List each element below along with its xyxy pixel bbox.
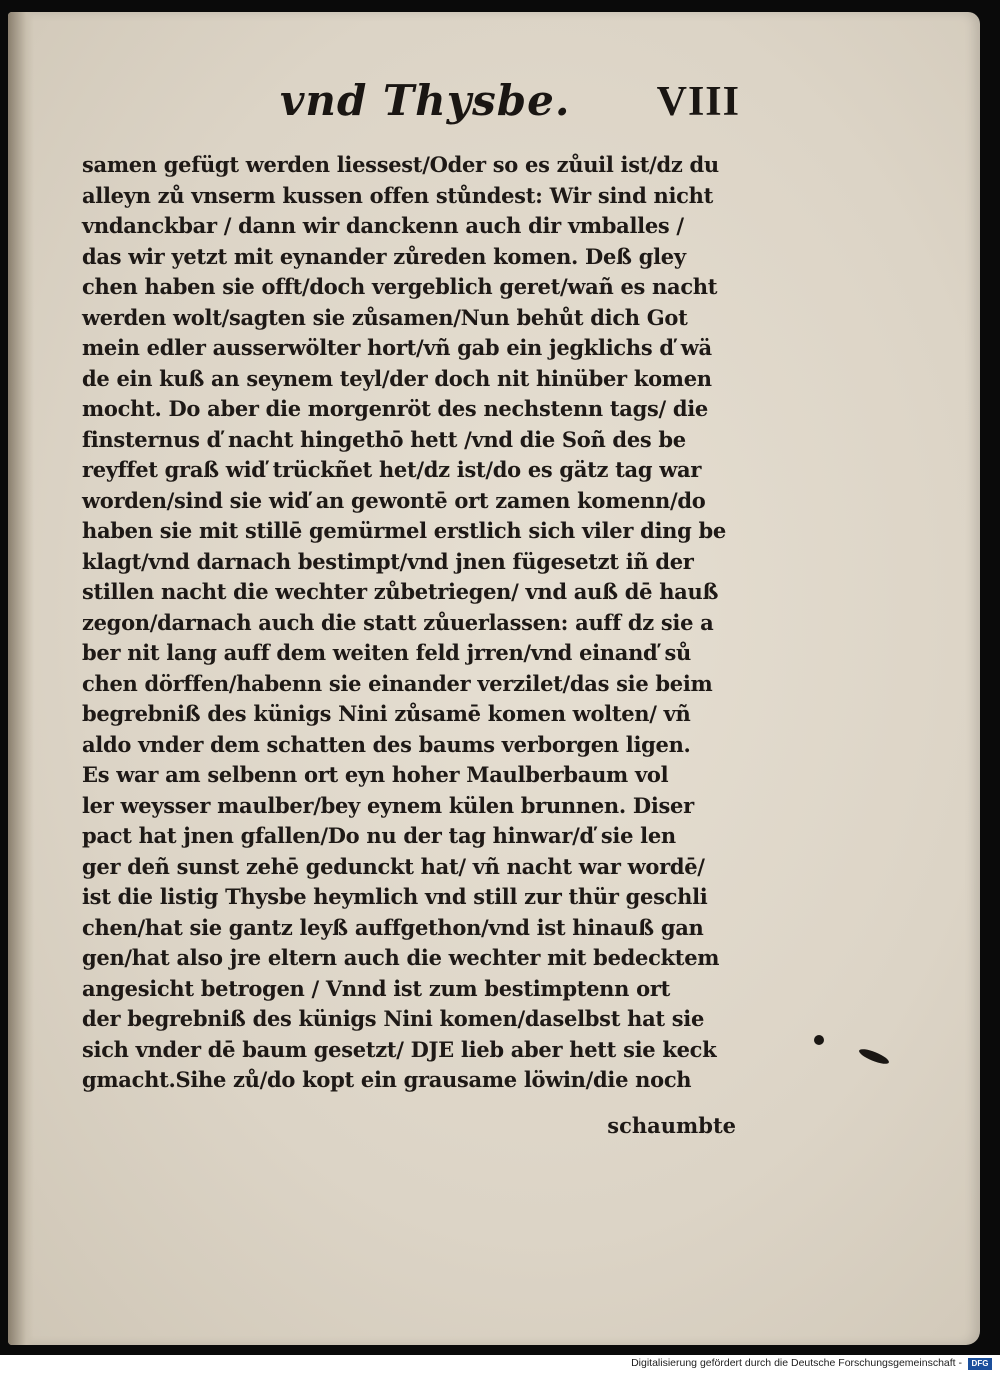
text-line: sich vnder dē baum gesetzt/ DJE lieb aber hett sie keck [82, 1036, 717, 1062]
text-line: zegon/darnach auch die statt zůuerlassen: auff dz sie a [82, 609, 714, 635]
text-line: klagt/vnd darnach bestimpt/vnd jnen fügesetzt iñ der [82, 548, 694, 574]
text-line: der begrebniß des künigs Nini komen/daselbst hat sie [82, 1006, 705, 1031]
text-line: Es war am selbenn ort eyn hoher Maulberbaum vol [82, 762, 669, 787]
text-line: begrebniß des künigs Nini zůsamē komen wolten/ vñ [82, 701, 691, 726]
page-gutter [8, 12, 34, 1345]
text-line: chen dörffen/habenn sie einander verzilet/das sie beim [82, 670, 713, 696]
dfg-logo: DFG [968, 1358, 992, 1370]
text-line: ger deñ sunst zehē gedunckt hat/ vñ nacht war wordē/ [82, 853, 705, 879]
text-line: aldo vnder dem schatten des baums verborgen ligen. [82, 731, 691, 757]
text-line: finsternus ď nacht hingethō hett /vnd die Soñ des be [82, 426, 686, 452]
text-line: samen gefügt werden liessest/Oder so es zůuil ist/dz du [82, 152, 719, 177]
text-line: chen/hat sie gantz leyß auffgethon/vnd ist hinauß gan [82, 914, 704, 940]
text-line: haben sie mit stillē gemürmel erstlich sich viler ding be [82, 518, 726, 543]
text-line: mocht. Do aber die morgenröt des nechstenn tags/ die [82, 396, 708, 421]
body-text [82, 150, 742, 1096]
footer-bar [0, 1355, 1000, 1373]
funding-credit: Digitalisierung gefördert durch die Deutsche Forschungsgemeinschaft - [631, 1357, 962, 1369]
text-line: ber nit lang auff dem weiten feld jrren/vnd einanď sů [82, 640, 691, 665]
text-line: gen/hat also jre eltern auch die wechter mit bedecktem [82, 945, 720, 970]
text-line: angesicht betrogen / Vnnd ist zum bestimptenn ort [82, 975, 670, 1001]
running-title: vnd Thysbe. [280, 76, 571, 125]
text-line: reyffet graß wiď trückñet het/dz ist/do es gätz tag war [82, 457, 702, 482]
catchword: schaumbte [607, 1113, 736, 1138]
text-line: de ein kuß an seynem teyl/der doch nit hinüber komen [82, 365, 712, 391]
text-line: stillen nacht die wechter zůbetriegen/ vnd auß dē hauß [82, 579, 719, 604]
ink-stain [814, 1035, 824, 1045]
text-line: gmacht.Sihe zů/do kopt ein grausame löwin/die noch [82, 1067, 692, 1092]
text-line: werden wolt/sagten sie zůsamen/Nun behůt dich Got [82, 304, 688, 330]
text-line: chen haben sie offt/doch vergeblich geret/wañ es nacht [82, 274, 718, 299]
text-line: alleyn zů vnserm kussen offen stůndest: Wir sind nicht [82, 182, 713, 208]
text-line: ler weysser maulber/bey eynem külen brunnen. Diser [82, 792, 694, 818]
folio-number: VIII [656, 79, 740, 125]
page-header [280, 76, 740, 136]
text-line: vndanckbar / dann wir danckenn auch dir vmballes / [82, 213, 684, 238]
text-line: ist die listig Thysbe heymlich vnd still zur thür geschli [82, 884, 708, 909]
text-line: worden/sind sie wiď an gewontē ort zamen komenn/do [82, 487, 706, 513]
text-line: mein edler ausserwölter hort/vñ gab ein jegklichs ď wä [82, 335, 712, 360]
text-line: pact hat jnen gfallen/Do nu der tag hinwar/ď sie len [82, 823, 676, 848]
text-line: das wir yetzt mit eynander zůreden komen. Deß gley [82, 243, 686, 269]
